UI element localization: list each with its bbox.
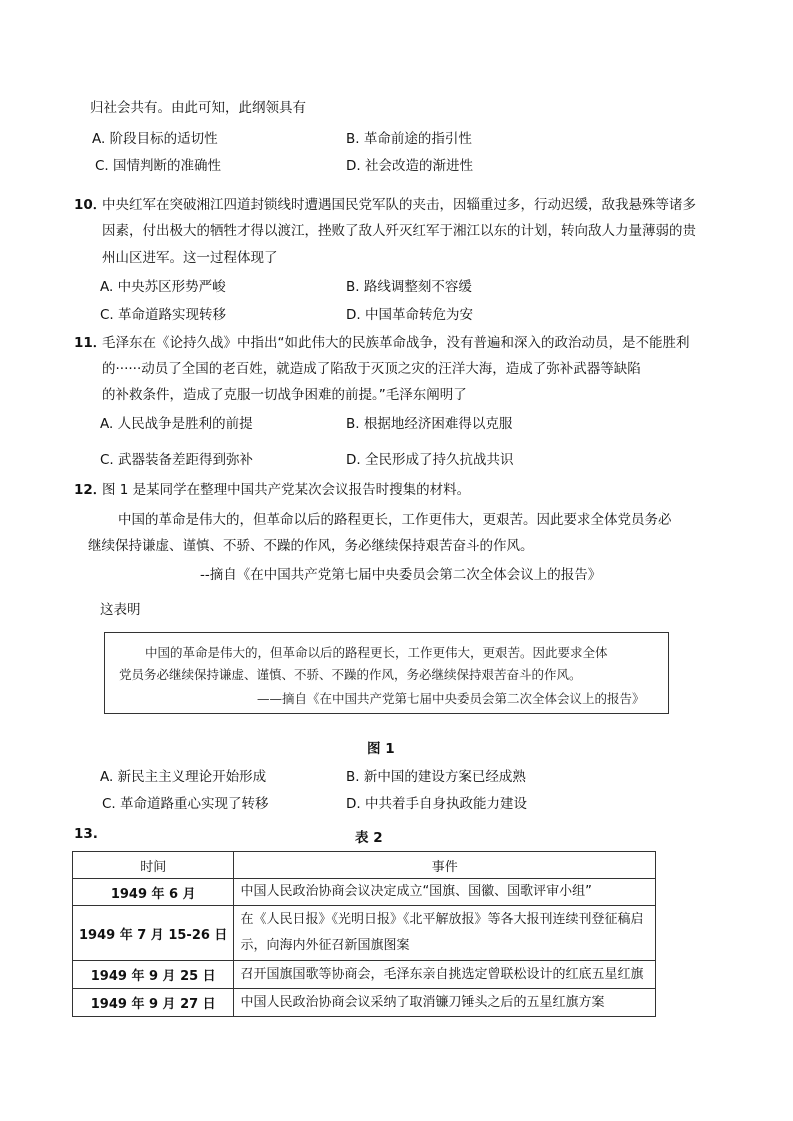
figure-1-caption: 图 1: [367, 741, 395, 757]
q9-stem-tail: 归社会共有。由此可知，此纲领具有: [90, 100, 306, 116]
q11-option-c[interactable]: C. 武器装备差距得到弥补: [100, 452, 254, 468]
q10-line-3: 州山区进军。这一过程体现了: [102, 250, 278, 266]
q12-stem: 图 1 是某同学在整理中国共产党某次会议报告时搜集的材料。: [102, 482, 471, 498]
q12-source: --摘自《在中国共产党第七届中央委员会第二次全体会议上的报告》: [200, 567, 602, 583]
table-header-row: [73, 852, 656, 879]
q11-line-3: 的补救条件，造成了克服一切战争困难的前提。”毛泽东阐明了: [102, 387, 467, 403]
q12-option-c[interactable]: C. 革命道路重心实现了转移: [102, 796, 269, 812]
q9-option-d[interactable]: D. 社会改造的渐进性: [346, 158, 473, 174]
header-event: 事件: [234, 852, 656, 879]
row-time: 1949 年 9 月 27 日: [73, 989, 234, 1017]
q11-option-a[interactable]: A. 人民战争是胜利的前提: [100, 416, 253, 432]
figure-1-line-2: 党员务必继续保持谦虚、谨慎、不骄、不躁的作风，务必继续保持艰苦奋斗的作风。: [119, 667, 582, 682]
q12-quote-line-2: 继续保持谦虚、谨慎、不骄、不躁的作风，务必继续保持艰苦奋斗的作风。: [88, 538, 534, 554]
table-row: [73, 989, 656, 1017]
q9-option-b[interactable]: B. 革命前途的指引性: [346, 131, 472, 147]
table-2-caption: 表 2: [355, 830, 383, 846]
row-event: 中国人民政治协商会议采纳了取消镰刀锤头之后的五星红旗方案: [234, 989, 656, 1017]
row-time: 1949 年 9 月 25 日: [73, 961, 234, 989]
header-time: 时间: [73, 852, 234, 879]
table-row: [73, 961, 656, 989]
table-row: [73, 879, 656, 906]
row-time: 1949 年 6 月: [73, 879, 234, 906]
q12-number: 12．: [74, 482, 107, 498]
q12-option-a[interactable]: A. 新民主主义理论开始形成: [100, 769, 267, 785]
row-event: 召开国旗国歌等协商会，毛泽东亲自挑选定曾联松设计的红底五星红旗: [234, 961, 656, 989]
q12-option-b[interactable]: B. 新中国的建设方案已经成熟: [346, 769, 526, 785]
q10-line-2: 因素，付出极大的牺牲才得以渡江，挫败了敌人歼灭红军于湘江以东的计划，转向敌人力量薄弱的贵: [102, 223, 696, 239]
q11-line-1: 毛泽东在《论持久战》中指出“如此伟大的民族革命战争，没有普遍和深入的政治动员，是不能胜利: [102, 335, 690, 351]
q12-option-d[interactable]: D. 中共着手自身执政能力建设: [346, 796, 527, 812]
q12-tail: 这表明: [100, 602, 141, 618]
q11-number: 11．: [74, 335, 107, 351]
figure-1-quote-box: [104, 632, 669, 714]
q9-option-c[interactable]: C. 国情判断的准确性: [95, 158, 222, 174]
row-event: 在《人民日报》《光明日报》《北平解放报》等各大报刊连续刊登征稿启示，向海内外征召新国旗图案: [234, 906, 656, 961]
q10-line-1: 中央红军在突破湘江四道封锁线时遭遇国民党军队的夹击，因辎重过多，行动迟缓，敌我悬殊等诸多: [102, 197, 696, 213]
row-event: 中国人民政治协商会议决定成立“国旗、国徽、国歌评审小组”: [234, 879, 656, 906]
q10-option-d[interactable]: D. 中国革命转危为安: [346, 307, 473, 323]
q10-option-a[interactable]: A. 中央苏区形势严峻: [100, 279, 226, 295]
q10-option-b[interactable]: B. 路线调整刻不容缓: [346, 279, 472, 295]
figure-1-line-1: 中国的革命是伟大的，但革命以后的路程更长，工作更伟大，更艰苦。因此要求全体: [145, 645, 608, 660]
q11-line-2: 的······动员了全国的老百姓，就造成了陷敌于灭顶之灾的汪洋大海，造成了弥补武器等缺陷: [102, 361, 641, 377]
q10-option-c[interactable]: C. 革命道路实现转移: [100, 307, 227, 323]
figure-1-source: ——摘自《在中国共产党第七届中央委员会第二次全体会议上的报告》: [257, 691, 645, 706]
q9-option-a[interactable]: A. 阶段目标的适切性: [92, 131, 218, 147]
q10-number: 10．: [74, 197, 107, 213]
q11-option-b[interactable]: B. 根据地经济困难得以克服: [346, 416, 513, 432]
q13-number: 13.: [74, 826, 98, 842]
table-row: [73, 906, 656, 961]
q11-option-d[interactable]: D. 全民形成了持久抗战共识: [346, 452, 514, 468]
row-time: 1949 年 7 月 15-26 日: [73, 906, 234, 961]
q12-quote-line-1: 中国的革命是伟大的，但革命以后的路程更长，工作更伟大，更艰苦。因此要求全体党员务必: [118, 512, 672, 528]
events-table: [72, 851, 656, 1017]
